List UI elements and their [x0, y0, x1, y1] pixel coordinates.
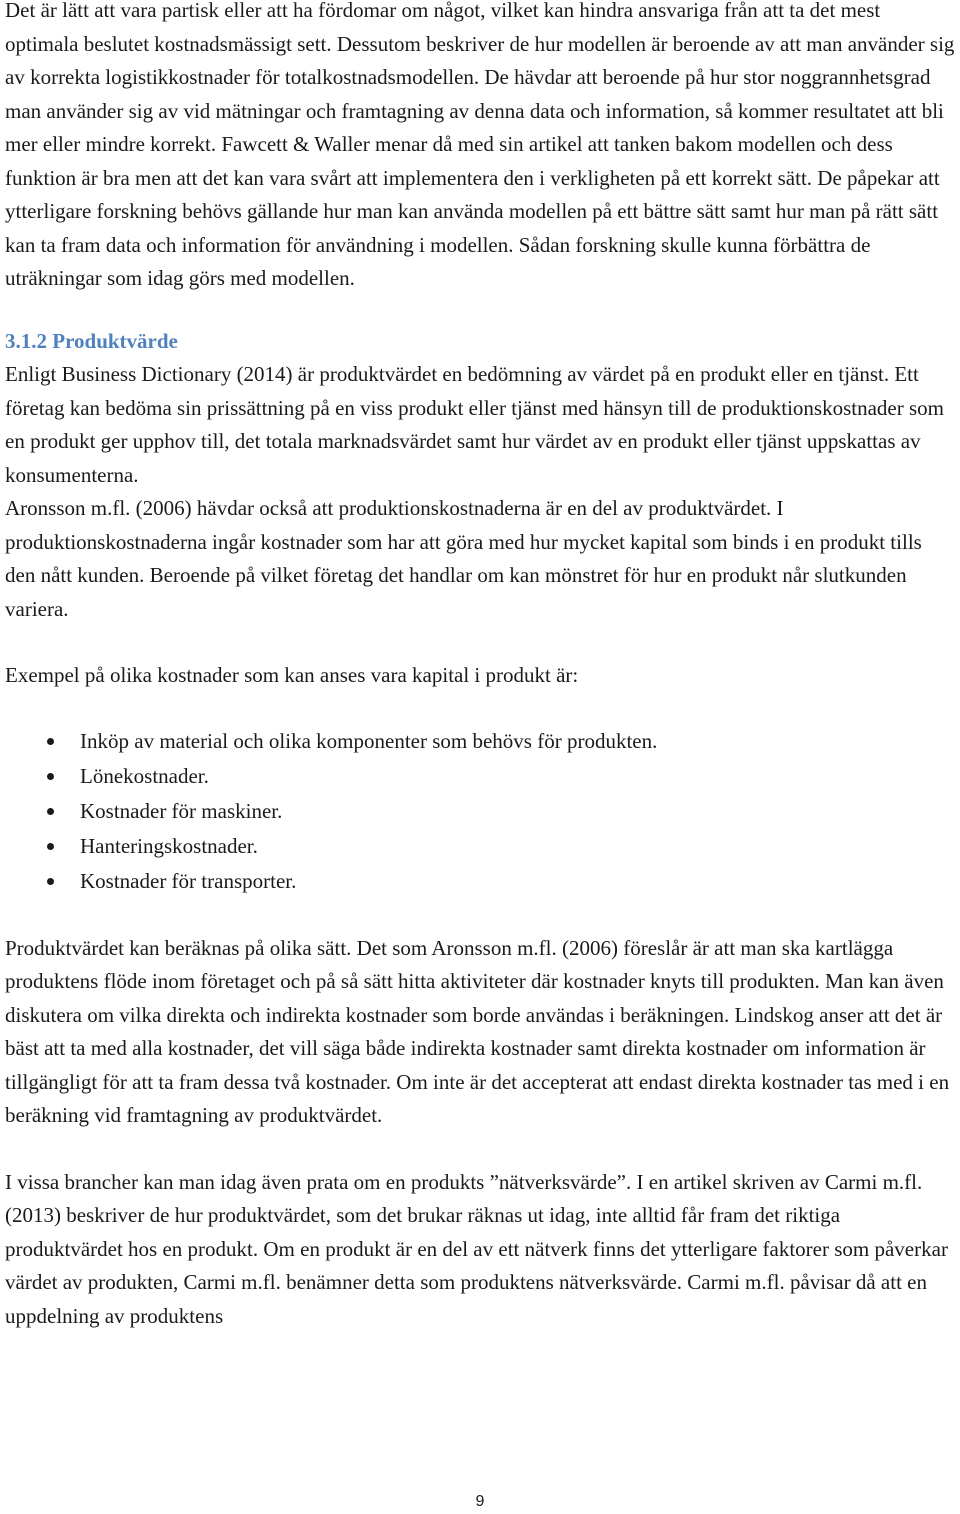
- bullet-icon: [47, 738, 54, 745]
- page-number: 9: [475, 1493, 485, 1510]
- list-item-text: Kostnader för transporter.: [80, 868, 297, 893]
- cost-list: [5, 724, 957, 899]
- list-item-text: Lönekostnader.: [80, 763, 209, 788]
- document-page: [5, 0, 957, 1333]
- bullet-icon: [47, 773, 54, 780]
- list-item-text: Inköp av material och olika komponenter som behövs för produkten.: [80, 728, 658, 753]
- list-item: [5, 864, 957, 899]
- bullet-icon: [47, 808, 54, 815]
- bullet-icon: [47, 878, 54, 885]
- paragraph-production-costs: Aronsson m.fl. (2006) hävdar också att produktionskostnaderna är en del av produktvärdet. I produktionskostnaderna ingår kostnader som har att göra med hur mycket kapital som binds i en produkt tills den nått kunden. Beroende på vilket företag det handlar om kan mönstret för hur en produkt når slutkunden variera.: [5, 496, 922, 621]
- paragraph-examples-intro: Exempel på olika kostnader som kan anses vara kapital i produkt är:: [5, 663, 579, 687]
- list-item: [5, 759, 957, 794]
- section-heading: 3.1.2 Produktvärde: [5, 328, 178, 353]
- paragraph-intro: Det är lätt att vara partisk eller att ha fördomar om något, vilket kan hindra ansvariga från att ta det mest optimala beslutet kostnadsmässigt sett. Dessutom beskriver de hur modellen är beroende av att man använder sig av korrekta logistikkostnader för totalkostnadsmodellen. De hävdar att beroende på hur stor noggrannhetsgrad man använder sig av vid mätningar och framtagning av denna data och information, så kommer resultatet att bli mer eller mindre korrekt. Fawcett & Waller menar då med sin artikel att tanken bakom modellen och dess funktion är bra men att det kan vara svårt att implementera den i verkligheten på ett korrekt sätt. De påpekar att ytterligare forskning behövs gällande hur man kan använda modellen på ett bättre sätt samt hur man på rätt sätt kan ta fram data och information för användning i modellen. Sådan forskning skulle kunna förbättra de uträkningar som idag görs med modellen.: [5, 0, 955, 290]
- paragraph-calculation: Produktvärdet kan beräknas på olika sätt. Det som Aronsson m.fl. (2006) föreslår är att man ska kartlägga produktens flöde inom företaget och på så sätt hitta aktiviteter där kostnader knyts till produkten. Man kan även diskutera om vilka direkta och indirekta kostnader som borde användas i beräkningen. Lindskog anser att det är bäst att ta med alla kostnader, det vill säga både indirekta kostnader samt direkta kostnader om information är tillgängligt för att ta fram dessa två kostnader. Om inte är det accepterat att endast direkta kostnader tas med i en beräkning vid framtagning av produktvärdet.: [5, 935, 950, 1127]
- paragraph-network-value: I vissa brancher kan man idag även prata om en produkts ”nätverksvärde”. I en artikel skriven av Carmi m.fl. (2013) beskriver de hur produktvärdet, som det brukar räknas ut idag, inte alltid får fram det riktiga produktvärdet hos en produkt. Om en produkt är en del av ett nätverk finns det ytterligare faktorer som påverkar värdet av produkten, Carmi m.fl. benämner detta som produktens nätverksvärde. Carmi m.fl. påvisar då att en uppdelning av produktens: [5, 1169, 948, 1328]
- list-item-text: Kostnader för maskiner.: [80, 798, 283, 823]
- list-item: [5, 829, 957, 864]
- list-item: [5, 724, 957, 759]
- list-item: [5, 794, 957, 829]
- bullet-icon: [47, 843, 54, 850]
- paragraph-definition: Enligt Business Dictionary (2014) är produktvärdet en bedömning av värdet på en produkt eller en tjänst. Ett företag kan bedöma sin prissättning på en viss produkt eller tjänst med hänsyn till de produktionskostnader som en produkt ger upphov till, det totala marknadsvärdet samt hur värdet av en produkt eller tjänst uppskattas av konsumenterna.: [5, 362, 945, 487]
- list-item-text: Hanteringskostnader.: [80, 833, 258, 858]
